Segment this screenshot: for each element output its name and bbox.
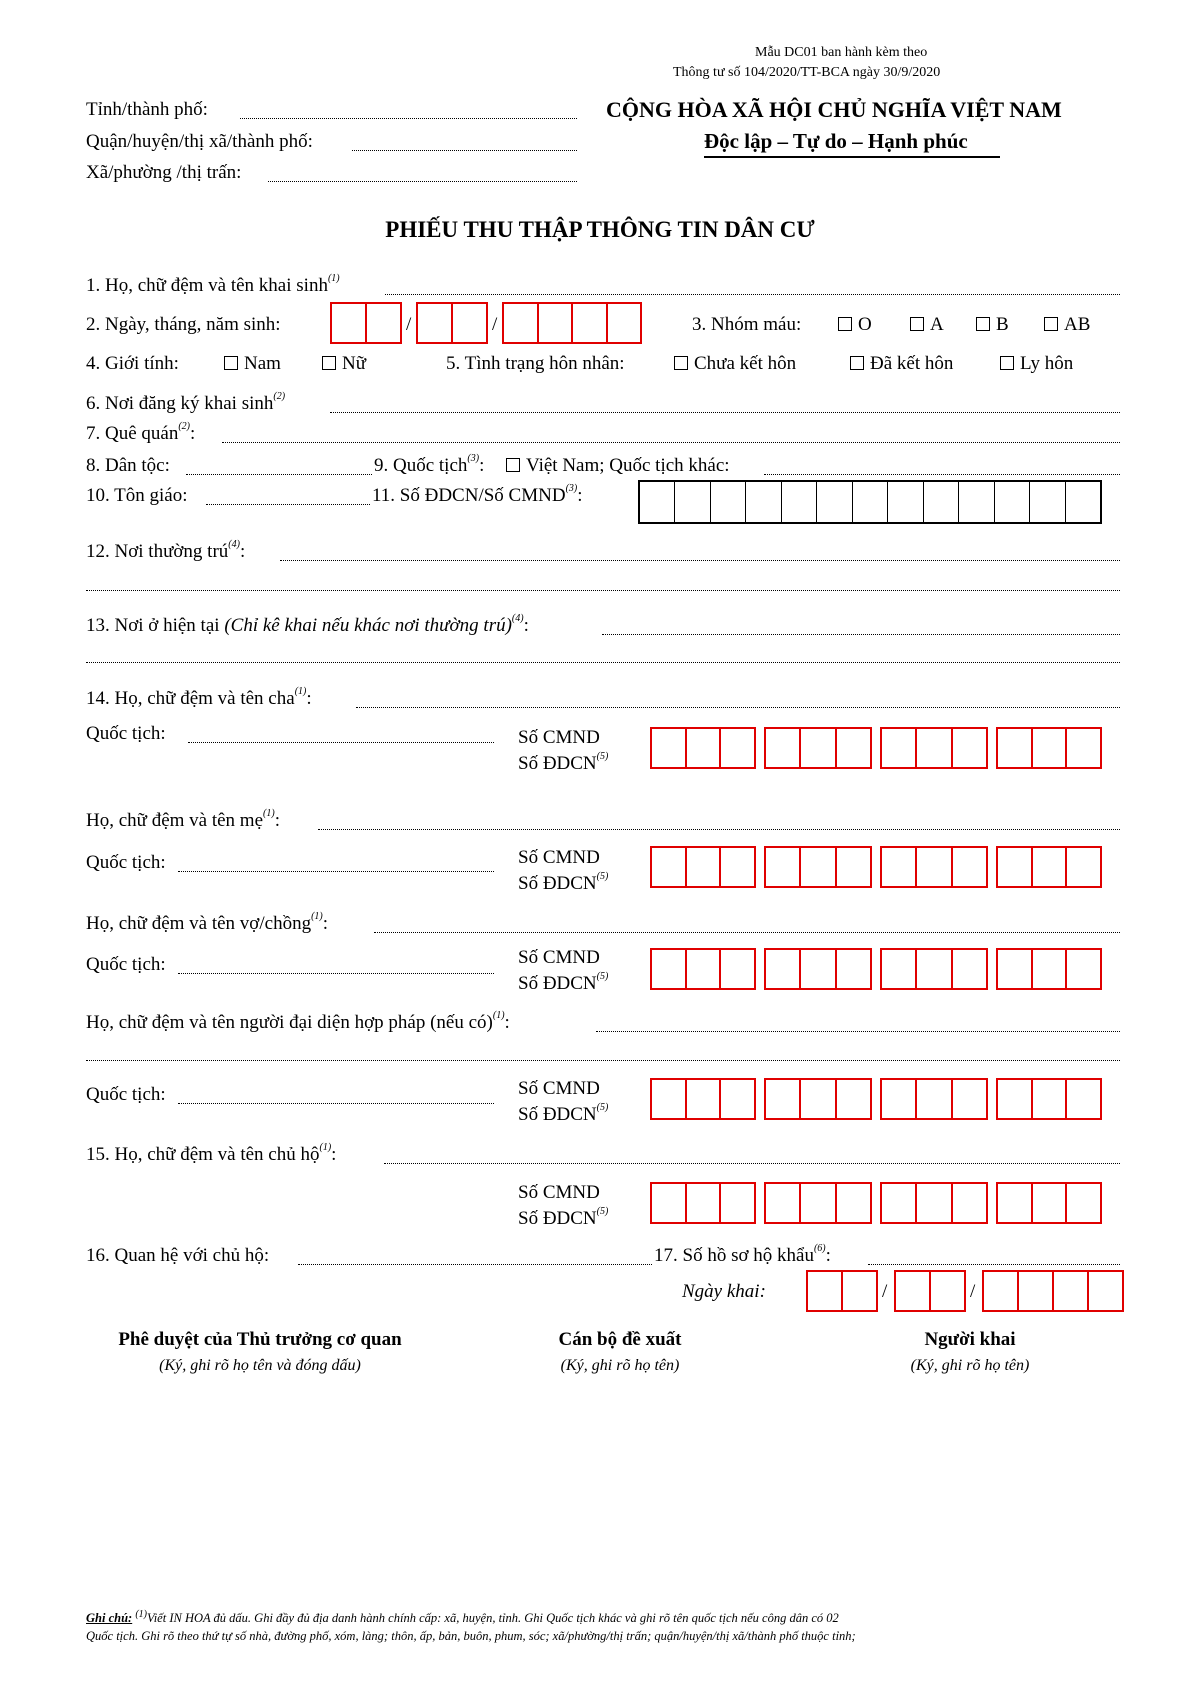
head-id-group-4[interactable]	[996, 1182, 1102, 1224]
field-10-label: 10. Tôn giáo:	[86, 485, 188, 506]
province-line[interactable]	[240, 118, 577, 119]
approver-title: Phê duyệt của Thủ trưởng cơ quan	[118, 1329, 402, 1350]
marital-married-option[interactable]: Đã kết hôn	[850, 352, 953, 376]
field-12-label: 12. Nơi thường trú$^{(4)}$:	[86, 539, 246, 562]
field-9-line[interactable]	[764, 474, 1120, 475]
dob-year-boxes[interactable]	[502, 302, 642, 344]
father-nationality-label: Quốc tịch:	[86, 723, 166, 744]
field-2-label: 2. Ngày, tháng, năm sinh:	[86, 314, 281, 335]
representative-id-group-4[interactable]	[996, 1078, 1102, 1120]
declared-year-boxes[interactable]	[982, 1270, 1124, 1312]
spouse-line[interactable]	[374, 932, 1120, 933]
spouse-id-group-3[interactable]	[880, 948, 988, 990]
father-id-group-3[interactable]	[880, 727, 988, 769]
province-label: Tỉnh/thành phố:	[86, 99, 208, 120]
field-5-label: 5. Tình trạng hôn nhân:	[446, 353, 625, 374]
father-cmnd-label: Số CMND	[518, 727, 600, 748]
mother-line[interactable]	[318, 829, 1120, 830]
representative-label: Họ, chữ đệm và tên người đại diện hợp pháp (nếu có)$^{(1)}$:	[86, 1010, 510, 1033]
field-6-label: 6. Nơi đăng ký khai $\sinh^{(2)}$	[86, 391, 286, 414]
father-id-group-4[interactable]	[996, 727, 1102, 769]
field-17-line[interactable]	[868, 1264, 1120, 1265]
checkbox-icon[interactable]	[838, 317, 852, 331]
field-13-line[interactable]	[602, 634, 1120, 635]
checkbox-icon[interactable]	[910, 317, 924, 331]
head-cmnd-label: Số CMND	[518, 1182, 600, 1203]
footnote-line-2: Quốc tịch. Ghi rõ theo thứ tự số nhà, đường phố, xóm, làng; thôn, ấp, bản, buôn, phum, sóc; xã/phường/thị trấn; quận/huyện/thị xã/thành phố thuộc tỉnh;	[86, 1629, 856, 1643]
nationality-vn-option[interactable]: Việt Nam; Quốc tịch khác:	[506, 454, 730, 478]
field-13-label: 13. Nơi ở hiện tại (Chỉ kê khai nếu khác nơi thường trú)$^{(4)}$:	[86, 613, 529, 636]
commune-line[interactable]	[268, 181, 577, 182]
checkbox-icon[interactable]	[850, 356, 864, 370]
spouse-nationality-label: Quốc tịch:	[86, 954, 166, 975]
spouse-label: Họ, chữ đệm và tên vợ/chồng$^{(1)}$:	[86, 911, 329, 934]
blood-b-option[interactable]: B	[976, 313, 1009, 337]
mother-id-group-4[interactable]	[996, 846, 1102, 888]
field-11-label: 11. Số ĐDCN/Số CMND$^{(3)}$:	[372, 483, 583, 506]
mother-label: Họ, chữ đệm và tên mẹ$^{(1)}$:	[86, 808, 280, 831]
checkbox-icon[interactable]	[506, 458, 520, 472]
gender-female-option[interactable]: Nữ	[322, 352, 366, 376]
representative-id-group-2[interactable]	[764, 1078, 872, 1120]
spouse-id-group-2[interactable]	[764, 948, 872, 990]
mother-cmnd-label: Số CMND	[518, 847, 600, 868]
gender-male-option[interactable]: Nam	[224, 352, 281, 376]
motto: Độc lập – Tự do – Hạnh phúc	[704, 129, 968, 153]
spouse-nationality-line[interactable]	[178, 973, 494, 974]
field-9-label: 9. Quốc tịch$^{(3)}$:	[374, 453, 485, 476]
representative-cmnd-label: Số CMND	[518, 1078, 600, 1099]
nation-heading: CỘNG HÒA XÃ HỘI CHỦ NGHĨA VIỆT NAM	[606, 97, 1062, 122]
field-1-label: 1. Họ, chữ đệm và tên khai $\sinh^{(1)}$	[86, 273, 340, 296]
representative-line[interactable]	[596, 1031, 1120, 1032]
spouse-id-group-4[interactable]	[996, 948, 1102, 990]
representative-nationality-line[interactable]	[178, 1103, 494, 1104]
checkbox-icon[interactable]	[224, 356, 238, 370]
marital-divorced-option[interactable]: Ly hôn	[1000, 352, 1073, 376]
dob-slash-1: /	[406, 314, 412, 335]
field-7-label: 7. Quê quán$^{(2)}$:	[86, 421, 196, 444]
form-title: PHIẾU THU THẬP THÔNG TIN DÂN CƯ	[385, 217, 815, 242]
checkbox-icon[interactable]	[976, 317, 990, 331]
officer-title: Cán bộ đề xuất	[558, 1329, 682, 1350]
field-10-line[interactable]	[206, 504, 370, 505]
checkbox-icon[interactable]	[674, 356, 688, 370]
id-number-boxes[interactable]	[638, 480, 1102, 524]
district-label: Quận/huyện/thị xã/thành phố:	[86, 131, 313, 152]
field-14-label: 14. Họ, chữ đệm và tên cha$^{(1)}$:	[86, 686, 312, 709]
declarant-title: Người khai	[924, 1329, 1016, 1350]
field-1-line[interactable]	[385, 294, 1120, 295]
representative-id-group-1[interactable]	[650, 1078, 756, 1120]
declared-slash-2: /	[970, 1281, 976, 1302]
form-code-line1: Mẫu DC01 ban hành kèm theo	[755, 45, 928, 60]
field-17-label: 17. Số hồ sơ hộ khẩu$^{(6)}$:	[654, 1243, 831, 1266]
mother-id-group-3[interactable]	[880, 846, 988, 888]
field-6-line[interactable]	[330, 412, 1120, 413]
representative-line-2[interactable]	[86, 1060, 1120, 1061]
blood-a-option[interactable]: A	[910, 313, 944, 337]
father-nationality-line[interactable]	[188, 742, 494, 743]
footnote-line-1: Ghi chú: $^{(1)}$Viết IN HOA đủ dấu. Ghi đầy đủ địa danh hành chính cấp: xã, huyện, tỉnh. Ghi Quốc tịch khác và ghi rõ tên quốc tịch nếu công dân có 02	[86, 1609, 839, 1625]
father-id-group-1[interactable]	[650, 727, 756, 769]
checkbox-icon[interactable]	[1044, 317, 1058, 331]
field-16-label: 16. Quan hệ với chủ hộ:	[86, 1245, 270, 1266]
mother-id-group-2[interactable]	[764, 846, 872, 888]
head-id-group-1[interactable]	[650, 1182, 756, 1224]
marital-single-option[interactable]: Chưa kết hôn	[674, 352, 796, 376]
representative-nationality-label: Quốc tịch:	[86, 1084, 166, 1105]
declared-slash-1: /	[882, 1281, 888, 1302]
spouse-id-group-1[interactable]	[650, 948, 756, 990]
commune-label: Xã/phường /thị trấn:	[86, 162, 242, 183]
spouse-cmnd-label: Số CMND	[518, 947, 600, 968]
dob-day-boxes[interactable]	[330, 302, 402, 344]
blood-ab-option[interactable]: AB	[1044, 313, 1090, 337]
approver-note: (Ký, ghi rõ họ tên và đóng dấu)	[159, 1357, 361, 1374]
head-id-group-2[interactable]	[764, 1182, 872, 1224]
declarant-note: (Ký, ghi rõ họ tên)	[910, 1357, 1030, 1374]
field-15-line[interactable]	[384, 1163, 1120, 1164]
field-15-label: 15. Họ, chữ đệm và tên chủ hộ$^{(1)}$:	[86, 1142, 337, 1165]
representative-id-group-3[interactable]	[880, 1078, 988, 1120]
spouse-ddcn-label: Số ĐDCN$^{(5)}$	[518, 971, 609, 994]
field-7-line[interactable]	[222, 442, 1120, 443]
motto-underline	[704, 156, 1000, 158]
field-12-line[interactable]	[280, 560, 1120, 561]
mother-ddcn-label: Số ĐDCN$^{(5)}$	[518, 871, 609, 894]
blood-o-option[interactable]: O	[838, 313, 872, 337]
field-16-line[interactable]	[298, 1264, 652, 1265]
field-8-label: 8. Dân tộc:	[86, 455, 170, 476]
form-code-line2: Thông tư số 104/2020/TT-BCA ngày 30/9/2020	[673, 65, 941, 80]
father-ddcn-label: Số ĐDCN$^{(5)}$	[518, 751, 609, 774]
field-12-line-2[interactable]	[86, 590, 1120, 591]
mother-id-group-1[interactable]	[650, 846, 756, 888]
head-ddcn-label: Số ĐDCN$^{(5)}$	[518, 1206, 609, 1229]
field-8-line[interactable]	[186, 474, 372, 475]
officer-note: (Ký, ghi rõ họ tên)	[560, 1357, 680, 1374]
field-3-label: 3. Nhóm máu:	[692, 314, 802, 335]
declared-day-boxes[interactable]	[806, 1270, 878, 1312]
date-declared-label: Ngày khai:	[682, 1281, 766, 1302]
head-id-group-3[interactable]	[880, 1182, 988, 1224]
field-4-label: 4. Giới tính:	[86, 353, 179, 374]
checkbox-icon[interactable]	[1000, 356, 1014, 370]
mother-nationality-line[interactable]	[178, 871, 494, 872]
representative-ddcn-label: Số ĐDCN$^{(5)}$	[518, 1102, 609, 1125]
dob-slash-2: /	[492, 314, 498, 335]
checkbox-icon[interactable]	[322, 356, 336, 370]
field-13-line-2[interactable]	[86, 662, 1120, 663]
declared-month-boxes[interactable]	[894, 1270, 966, 1312]
dob-month-boxes[interactable]	[416, 302, 488, 344]
mother-nationality-label: Quốc tịch:	[86, 852, 166, 873]
father-id-group-2[interactable]	[764, 727, 872, 769]
district-line[interactable]	[352, 150, 577, 151]
field-14-line[interactable]	[356, 707, 1120, 708]
